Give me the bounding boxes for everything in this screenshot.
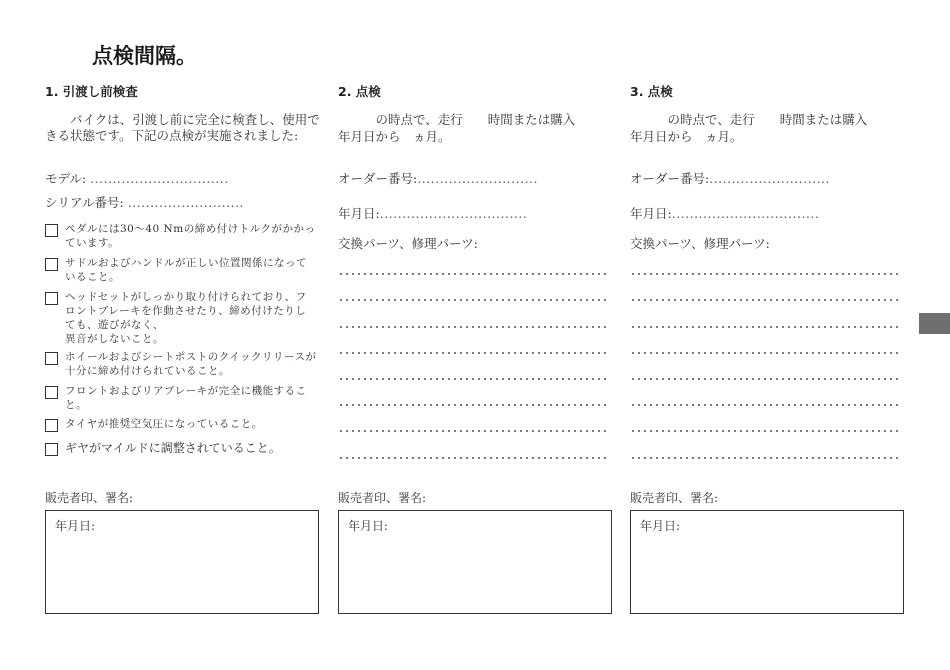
seller-signature-box[interactable] (338, 510, 612, 614)
date-dots: ................................. (671, 206, 820, 221)
order-dots: ........................... (709, 171, 831, 186)
checklist-label-part: ヘッドセットがしっかり取り付けられており、フロントブレーキを作動させたり、締め付けたりしても、遊びがなく、 (65, 291, 307, 331)
parts-line[interactable] (630, 299, 900, 301)
date-label: 年月日: (630, 206, 672, 221)
checklist-label: ギヤがマイルドに調整されていること。 (65, 441, 281, 455)
parts-line[interactable] (338, 457, 608, 459)
serial-label: シリアル番号: (45, 195, 124, 210)
checkbox[interactable] (45, 224, 58, 237)
checklist-label: ホイールおよびシートポストのクイックリリースが十分に締め付けられていること。 (65, 351, 317, 377)
order-dots: ........................... (417, 171, 539, 186)
parts-line[interactable] (630, 326, 900, 328)
parts-line[interactable] (338, 326, 608, 328)
checkbox[interactable] (45, 352, 58, 365)
parts-label: 交換パーツ、修理パーツ: (630, 236, 770, 251)
parts-line[interactable] (630, 430, 900, 432)
parts-label: 交換パーツ、修理パーツ: (338, 236, 478, 251)
model-field[interactable] (45, 171, 315, 187)
order-label: オーダー番号: (630, 171, 710, 186)
checklist-label: タイヤが推奨空気圧になっていること。 (65, 418, 263, 430)
checklist-label: ペダルには30～40 Nmの締め付けトルクがかかっています。 (65, 223, 316, 249)
model-dots: ............................... (90, 171, 229, 186)
intro-line: 年月日から ヵ月。 (630, 129, 743, 144)
checklist-item-saddle-handlebar[interactable] (45, 256, 320, 284)
intro-line: の時点で、走行 時間または購入 (630, 112, 868, 127)
intro-line: の時点で、走行 時間または購入 (338, 112, 576, 127)
parts-line[interactable] (630, 404, 900, 406)
order-number-field[interactable] (630, 171, 900, 187)
date-dots: ................................. (379, 206, 528, 221)
checklist-item-brakes[interactable] (45, 384, 320, 412)
intro-paragraph: バイクは、引渡し前に完全に検査し、使用できる状態です。下記の点検が実施されました: (45, 112, 320, 143)
checkbox[interactable] (45, 386, 58, 399)
box-date-label: 年月日: (640, 519, 681, 533)
parts-line[interactable] (338, 404, 608, 406)
date-field[interactable] (338, 206, 608, 222)
seller-stamp-label: 販売者印、署名: (45, 491, 134, 505)
seller-stamp-label: 販売者印、署名: (338, 491, 427, 505)
seller-stamp-label: 販売者印、署名: (630, 491, 719, 505)
checkbox[interactable] (45, 258, 58, 271)
serial-number-field[interactable] (45, 195, 315, 211)
parts-line[interactable] (338, 273, 608, 275)
intro-line: 年月日から ヵ月。 (338, 129, 451, 144)
parts-line[interactable] (630, 378, 900, 380)
order-label: オーダー番号: (338, 171, 418, 186)
box-date-label: 年月日: (55, 519, 96, 533)
chapter-tab-marker (919, 313, 950, 334)
checkbox[interactable] (45, 443, 58, 456)
checklist-label: フロントおよびリアブレーキが完全に機能すること。 (65, 385, 307, 411)
checkbox[interactable] (45, 419, 58, 432)
parts-line[interactable] (630, 273, 900, 275)
checklist-label (65, 290, 317, 346)
parts-line[interactable] (338, 378, 608, 380)
checklist-item-pedals[interactable] (45, 222, 320, 250)
order-number-field[interactable] (338, 171, 608, 187)
checklist-label-part: 異音がしないこと。 (65, 333, 164, 345)
checklist-item-headset[interactable] (45, 290, 320, 346)
section-heading: 3. 点検 (630, 84, 673, 99)
checklist-item-quick-release[interactable] (45, 350, 320, 378)
box-date-label: 年月日: (348, 519, 389, 533)
date-label: 年月日: (338, 206, 380, 221)
seller-signature-box[interactable] (45, 510, 319, 614)
page-title: 点検間隔。 (92, 44, 197, 68)
serial-dots: .......................... (127, 195, 245, 210)
parts-line[interactable] (338, 430, 608, 432)
section-heading: 2. 点検 (338, 84, 381, 99)
checkbox[interactable] (45, 292, 58, 305)
parts-line[interactable] (338, 352, 608, 354)
seller-signature-box[interactable] (630, 510, 904, 614)
date-field[interactable] (630, 206, 900, 222)
checklist-label: サドルおよびハンドルが正しい位置関係になっていること。 (65, 257, 307, 283)
model-label: モデル: (45, 171, 87, 186)
section-heading: 1. 引渡し前検査 (45, 84, 138, 99)
parts-line[interactable] (630, 352, 900, 354)
checklist-item-gears[interactable] (45, 441, 320, 456)
checklist-item-tires[interactable] (45, 417, 320, 432)
parts-line[interactable] (630, 457, 900, 459)
parts-line[interactable] (338, 299, 608, 301)
